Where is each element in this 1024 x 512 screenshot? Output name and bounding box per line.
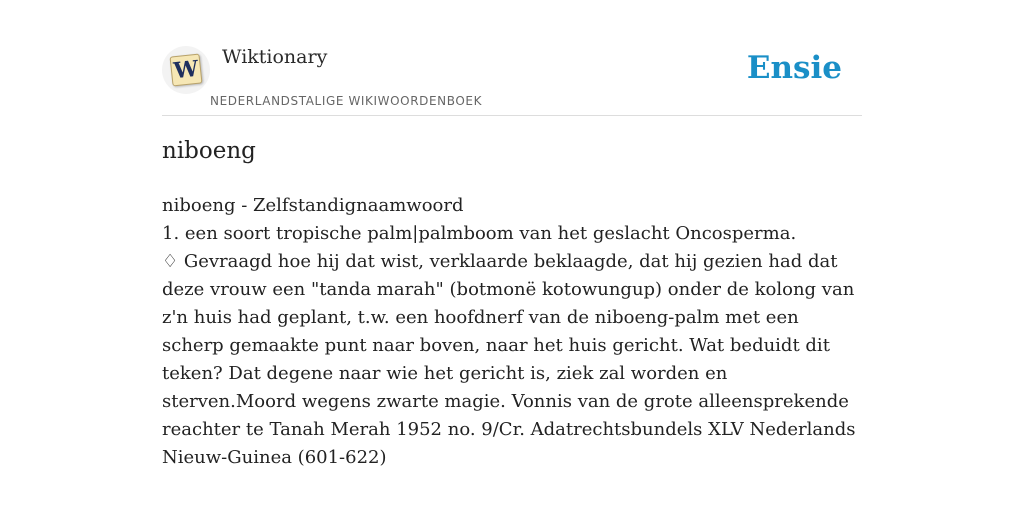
part-of-speech-line: niboeng - Zelfstandignaamwoord	[162, 195, 464, 216]
site-name[interactable]: Wiktionary	[222, 46, 328, 68]
logo-letter: W	[170, 54, 203, 87]
definition: 1. een soort tropische palm|palmboom van het geslacht Oncosperma.	[162, 223, 797, 244]
ensie-brand-link[interactable]: Ensie	[746, 50, 842, 86]
site-subtitle: NEDERLANDSTALIGE WIKIWOORDENBOEK	[210, 94, 483, 108]
usage-example: ♢ Gevraagd hoe hij dat wist, verklaarde beklaagde, dat hij gezien had dat deze vrouw een "tanda marah" (botmonë kotowungup) onder de kolong van z'n huis had geplant, t.w. een hoofdnerf van de niboeng-palm met een scherp gemaakte punt naar boven, naar het huis gericht. Wat beduidt dit teken? Dat degene naar wie het gericht is, ziek zal worden en sterven.Moord wegens zwarte magie. Vonnis van de grote alleensprekende reachter te Tanah Merah 1952 no. 9/Cr. Adatrechtsbundels XLV Nederlands Nieuw-Guinea (601-622)	[162, 251, 856, 468]
wiktionary-logo-icon[interactable]	[162, 46, 210, 94]
page-title: niboeng	[162, 138, 256, 164]
entry-content	[162, 192, 862, 472]
site-header	[162, 40, 862, 116]
